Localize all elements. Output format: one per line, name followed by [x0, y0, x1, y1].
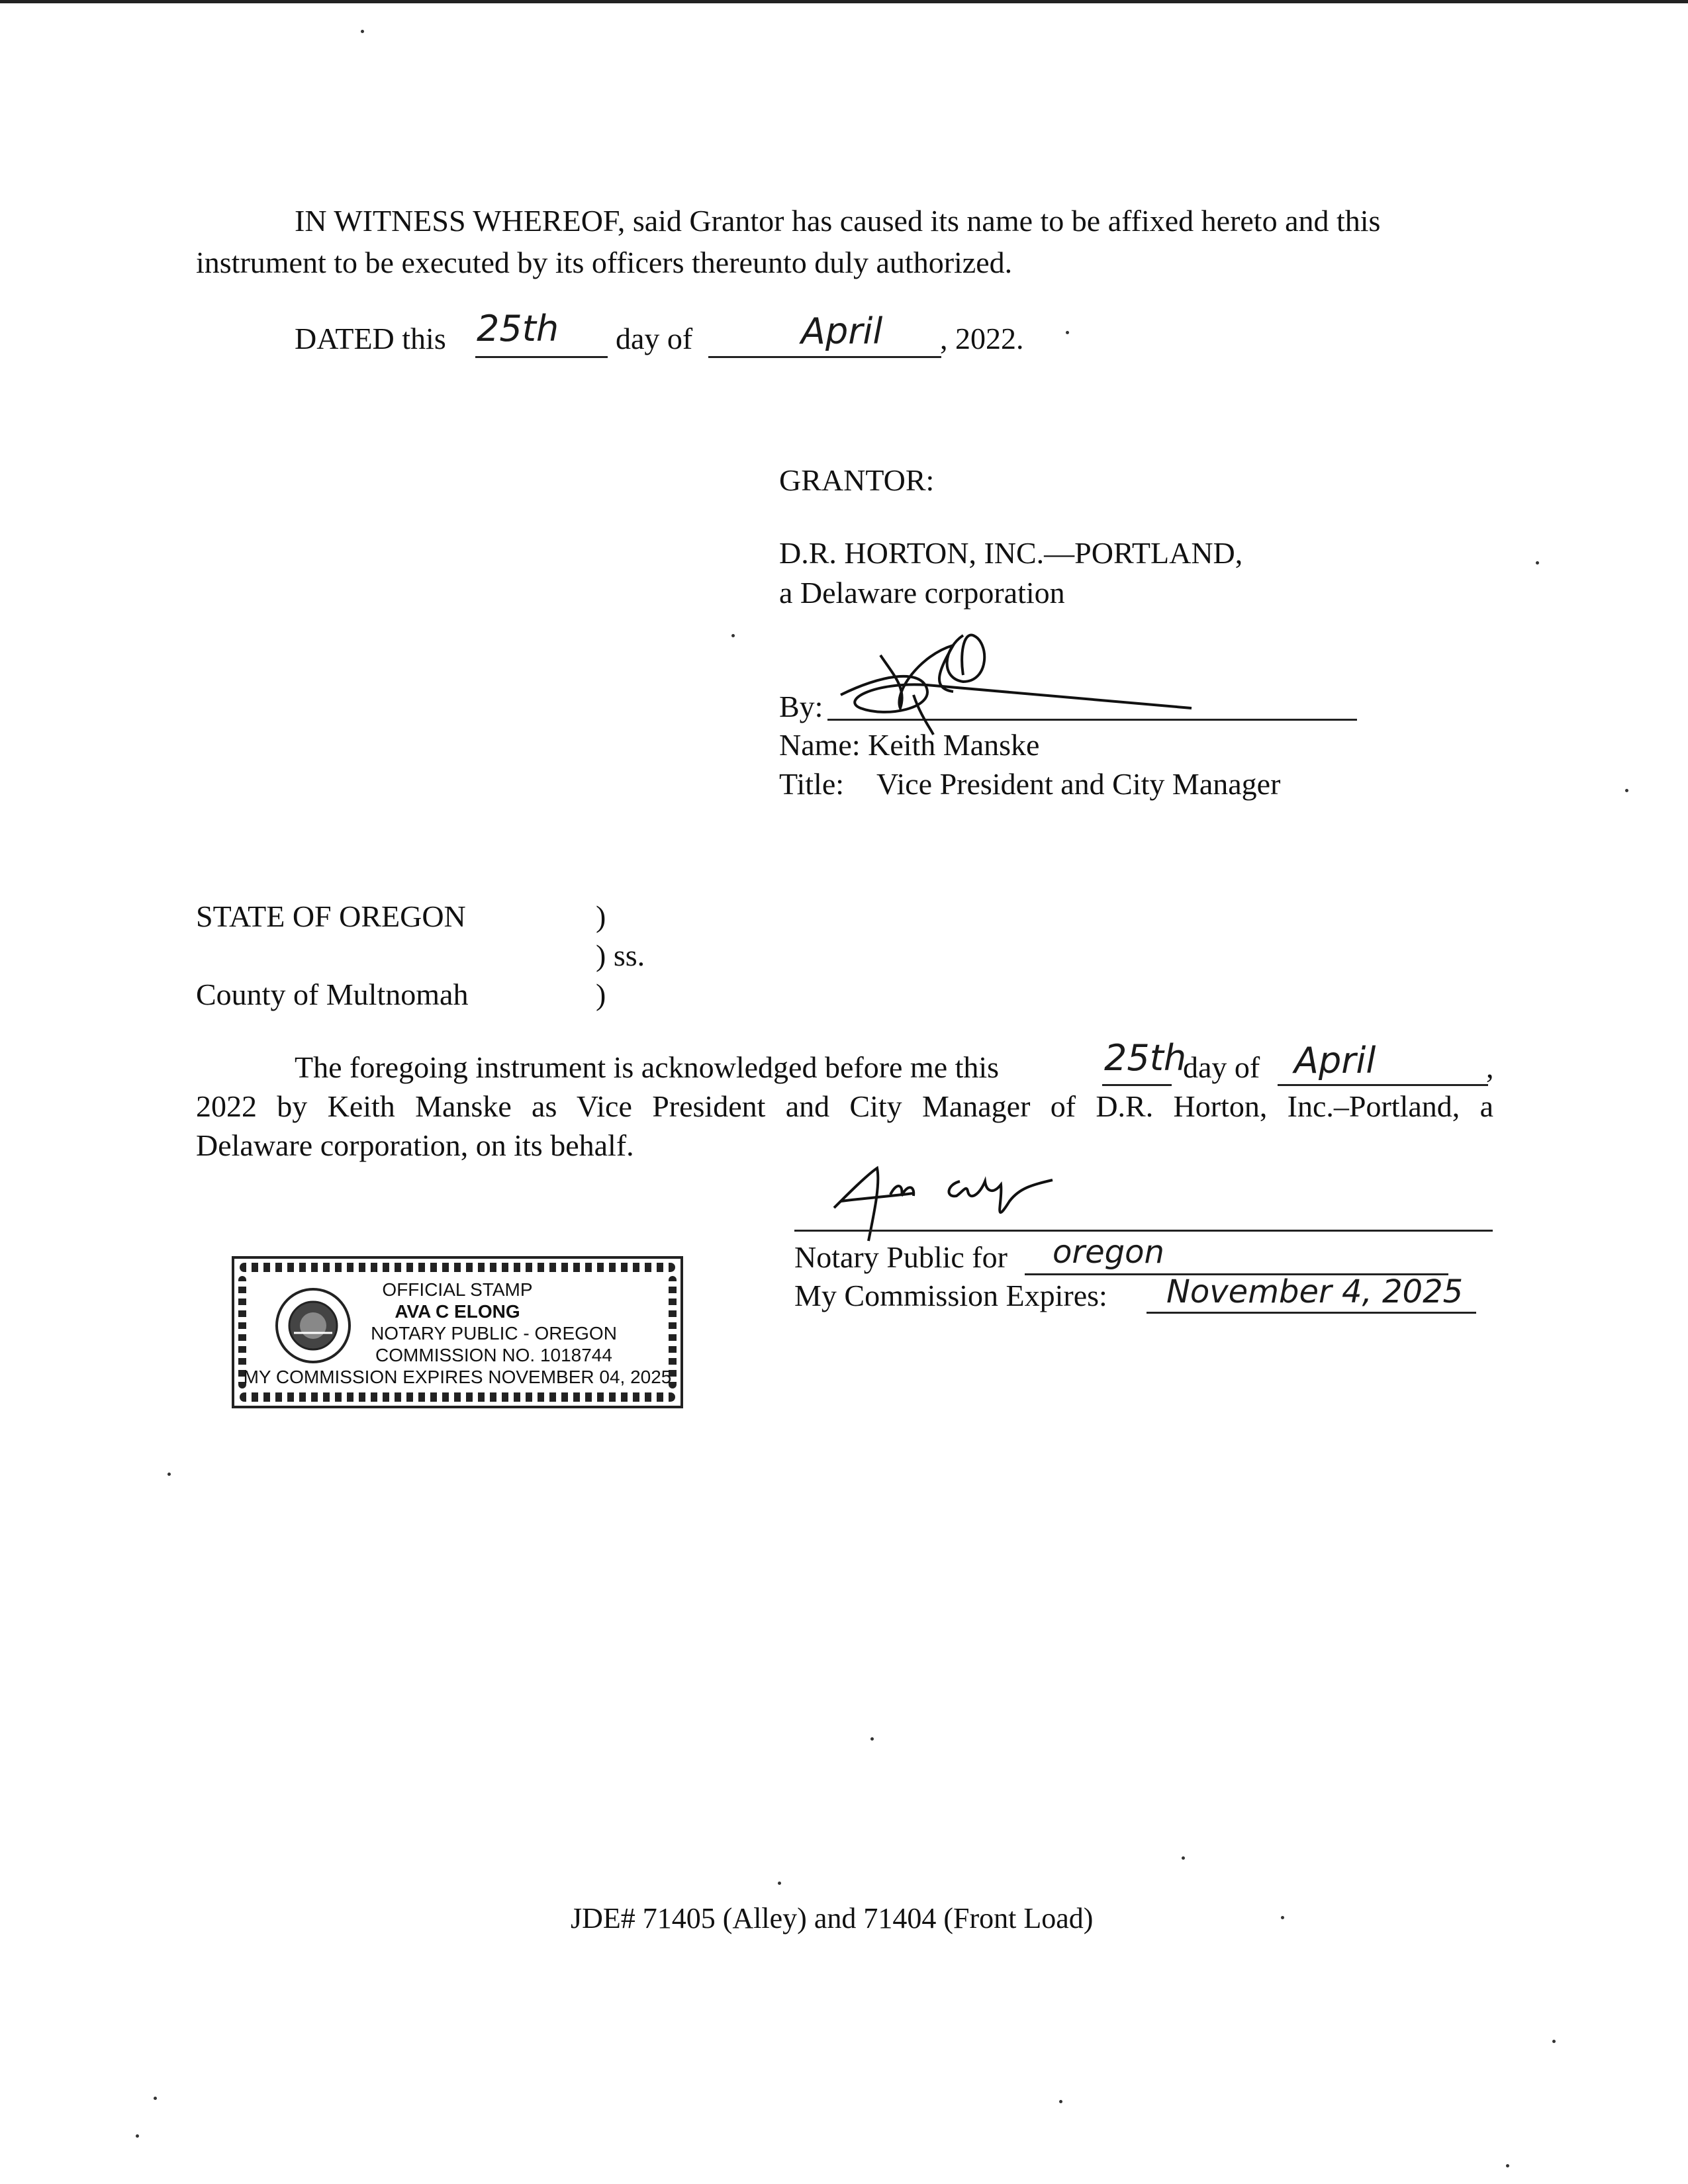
stamp-notary-name: AVA C ELONG: [395, 1301, 520, 1322]
scan-speck: [1182, 1856, 1185, 1860]
stamp-line-5: MY COMMISSION EXPIRES NOVEMBER 04, 2025: [243, 1367, 672, 1387]
notary-signature-line: [794, 1197, 1493, 1232]
grantor-signature: [821, 629, 1205, 741]
scan-top-edge: [0, 0, 1688, 3]
notary-public-for-handwritten: oregon: [1053, 1234, 1164, 1271]
grantor-by-label: By:: [779, 690, 823, 723]
stamp-line-3: NOTARY PUBLIC - OREGON: [371, 1323, 617, 1343]
footer-jde: JDE# 71405 (Alley) and 71404 (Front Load): [571, 1902, 1094, 1934]
stamp-border-bottom: [240, 1392, 675, 1402]
venue-state: STATE OF OREGON: [196, 899, 466, 933]
scan-speck: [1059, 2100, 1062, 2103]
scan-speck: [1625, 789, 1628, 792]
venue-paren-3: ): [596, 978, 606, 1011]
grantor-name: Name: Keith Manske: [779, 728, 1040, 762]
notary-public-label: Notary Public for: [794, 1240, 1008, 1274]
scan-speck: [167, 1473, 171, 1476]
stamp-text: [234, 1279, 680, 1388]
grantor-entity: a Delaware corporation: [779, 576, 1065, 610]
stamp-line-1: OFFICIAL STAMP: [382, 1279, 533, 1300]
scan-speck: [1066, 331, 1069, 334]
grantor-title-value: Vice President and City Manager: [876, 767, 1281, 801]
ack-month-handwritten: April: [1294, 1040, 1376, 1081]
scan-speck: [136, 2134, 139, 2138]
ack-line-1-start: The foregoing instrument is acknowledged before me this: [295, 1050, 1000, 1084]
dated-prefix: DATED this: [295, 322, 446, 355]
notary-expires-label: My Commission Expires:: [794, 1279, 1107, 1312]
notary-expires-handwritten: November 4, 2025: [1166, 1273, 1464, 1310]
ack-line-1-comma: ,: [1486, 1050, 1494, 1084]
grantor-label: GRANTOR:: [779, 463, 935, 497]
witness-line-1: IN WITNESS WHEREOF, said Grantor has caused its name to be affixed hereto and this: [295, 204, 1381, 238]
grantor-company: D.R. HORTON, INC.—PORTLAND,: [779, 536, 1243, 570]
venue-paren-1: ): [596, 899, 606, 933]
ack-day-of: day of: [1183, 1050, 1260, 1084]
scan-speck: [1552, 2040, 1556, 2043]
scan-speck: [361, 30, 364, 33]
witness-line-2: instrument to be executed by its officers thereunto duly authorized.: [196, 246, 1013, 279]
scan-speck: [870, 1737, 874, 1741]
venue-county: County of Multnomah: [196, 978, 469, 1011]
dated-month-handwritten: April: [801, 310, 883, 352]
dated-day-handwritten: 25th: [477, 308, 559, 349]
dated-day-of: day of: [616, 322, 693, 355]
scan-speck: [154, 2097, 157, 2100]
notary-official-stamp: [232, 1256, 683, 1408]
venue-ss: ) ss.: [596, 938, 645, 972]
grantor-title-label: Title:: [779, 767, 845, 801]
stamp-border-top: [240, 1263, 675, 1272]
ack-line-3: Delaware corporation, on its behalf.: [196, 1128, 634, 1162]
scan-speck: [1281, 1916, 1284, 1919]
scan-speck: [778, 1882, 781, 1885]
dated-year: , 2022.: [940, 322, 1024, 355]
scan-speck: [1506, 2164, 1509, 2167]
ack-line-2: 2022 by Keith Manske as Vice President and City Manager of D.R. Horton, Inc.–Portland, a: [196, 1089, 1493, 1123]
stamp-line-4: COMMISSION NO. 1018744: [375, 1345, 612, 1365]
ack-day-handwritten: 25th: [1104, 1037, 1187, 1079]
scan-speck: [731, 634, 735, 637]
scan-speck: [1536, 561, 1539, 565]
